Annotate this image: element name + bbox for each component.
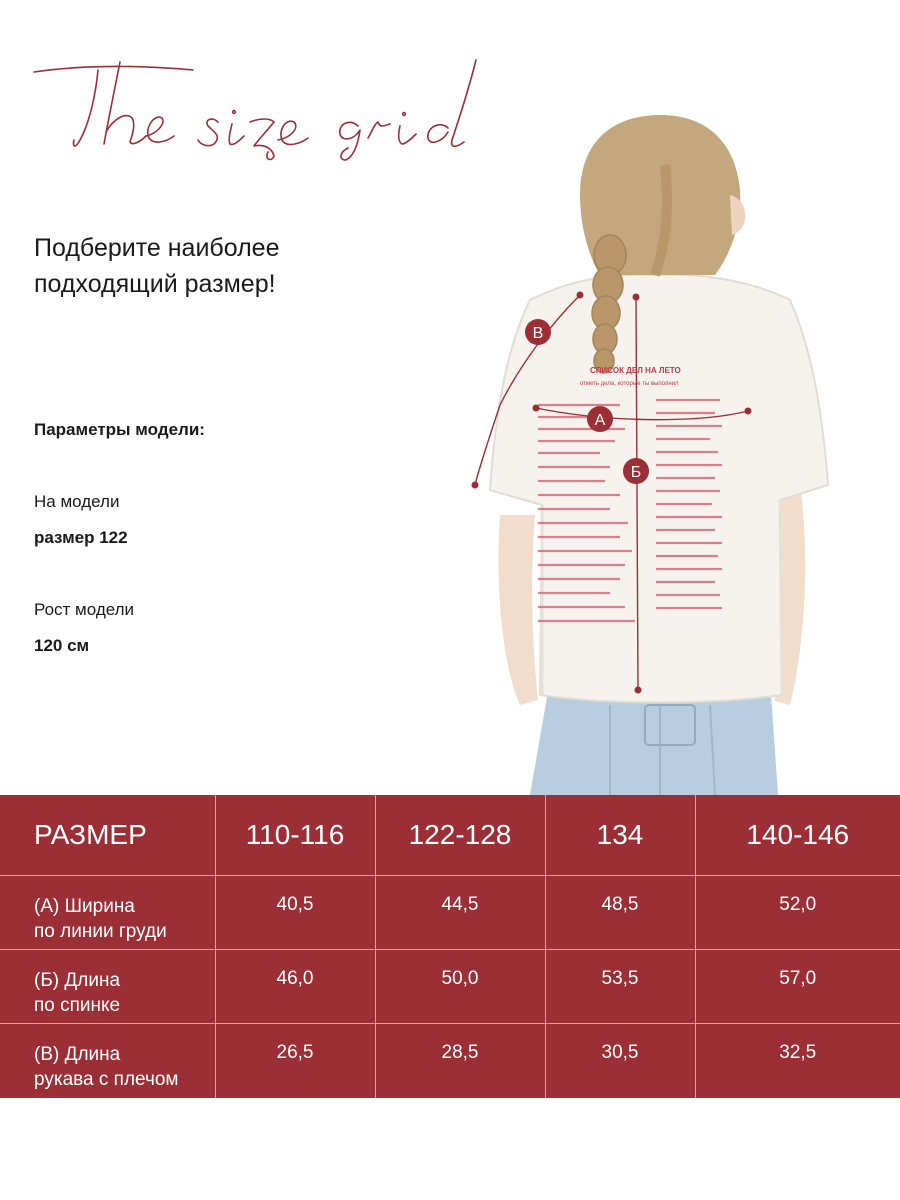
model-height-value: 120 см: [34, 636, 90, 655]
model-size-value: размер 122: [34, 528, 128, 547]
table-row: [0, 875, 900, 949]
print-subline: отметь дела, которые ты выполнил: [580, 381, 679, 387]
subtitle: [34, 230, 279, 302]
model-params-heading: Параметры модели:: [34, 420, 205, 439]
marker-b-label: Б: [630, 464, 642, 481]
table-cell: 48,5: [545, 875, 695, 949]
table-cell: 40,5: [215, 875, 375, 949]
subtitle-line-2: подходящий размер!: [34, 270, 276, 298]
marker-a: [587, 406, 613, 432]
script-title: [28, 52, 498, 162]
table-cell: 52,0: [695, 875, 900, 949]
model-size-label: На модели: [34, 492, 120, 511]
table-cell: 53,5: [545, 949, 695, 1023]
header-size: РАЗМЕР: [0, 795, 215, 875]
subtitle-line-1: Подберите наиболее: [34, 234, 280, 262]
table-cell: 28,5: [375, 1024, 545, 1098]
table-cell: 46,0: [215, 949, 375, 1023]
header-size-110-116: 110-116: [215, 795, 375, 875]
model-height-label: Рост модели: [34, 600, 135, 619]
header-size-122-128: 122-128: [375, 795, 545, 875]
table-cell: 32,5: [779, 1042, 817, 1064]
marker-v: [525, 319, 551, 345]
row-label: [0, 1024, 215, 1098]
table-row: [0, 1024, 900, 1098]
left-arm: [498, 515, 538, 705]
header-size-134: 134: [545, 795, 695, 875]
table-row: [0, 949, 900, 1023]
marker-v-label: В: [532, 325, 544, 342]
table-cell: 30,5: [545, 1024, 695, 1098]
row-label-line-2: по линии груди: [34, 920, 167, 942]
print-headline: СПИСОК ДЕЛ НА ЛЕТО: [590, 366, 681, 375]
header-size-140-146: 140-146: [695, 795, 900, 875]
marker-b: [623, 458, 649, 484]
table-cell: 44,5: [375, 875, 545, 949]
size-table-header: [0, 795, 900, 875]
table-cell: 26,5: [215, 1024, 375, 1098]
row-label-line-1: (В) Длина: [34, 1044, 121, 1066]
row-label: [0, 875, 215, 949]
row-label-line-1: (Б) Длина: [34, 969, 121, 991]
row-label-line-2: по спинке: [34, 994, 121, 1016]
model-photo: [460, 105, 900, 795]
row-label: [0, 949, 215, 1023]
size-table: [0, 795, 900, 1098]
row-label-line-2: рукава с плечом: [34, 1069, 179, 1091]
table-cell: 57,0: [695, 949, 900, 1023]
row-label-line-1: (А) Ширина: [34, 895, 135, 917]
marker-a-label: А: [594, 412, 606, 429]
table-cell: 50,0: [375, 949, 545, 1023]
